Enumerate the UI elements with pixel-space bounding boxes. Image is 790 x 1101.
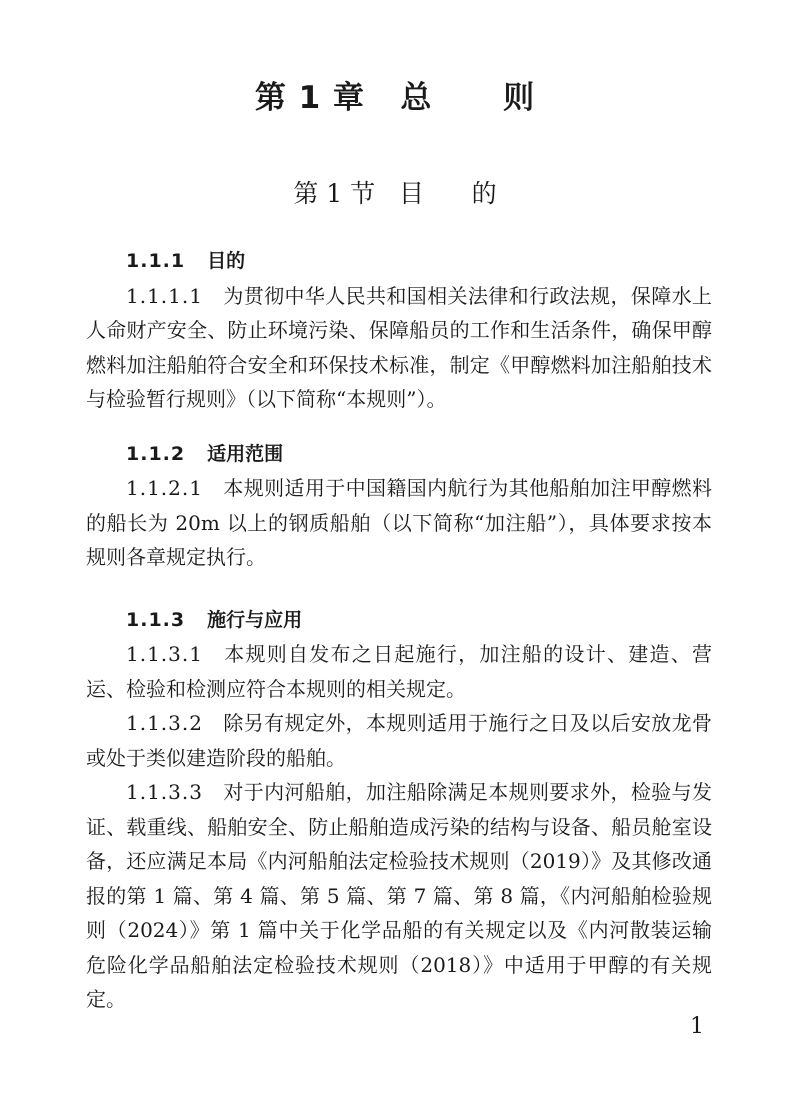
clause-paragraph (86, 775, 712, 1017)
clause-number: 1.1.1.1 (126, 283, 203, 308)
chapter-title: 第 1 章 总 则 (254, 80, 536, 116)
clause-number: 1.1.2.1 (126, 476, 203, 500)
page-number: 1 (690, 1014, 704, 1039)
subsection-heading (126, 603, 712, 638)
subsection-title: 目的 (207, 250, 246, 272)
clause-number: 1.1.3.3 (126, 780, 203, 804)
document-body (86, 244, 712, 1017)
clause-text: 本规则自发布之日起施行，加注船的设计、建造、营运、检验和检测应符合本规则的相关规定。 (86, 642, 712, 701)
subsection-title: 施行与应用 (207, 608, 303, 631)
clause-paragraph (86, 706, 712, 775)
subsection-title: 适用范围 (207, 442, 284, 465)
clause-paragraph (86, 279, 712, 417)
clause-text: 为贯彻中华人民共和国相关法律和行政法规，保障水上人命财产安全、防止环境污染、保障船员的工作和生活条件，确保甲醇燃料加注船舶符合安全和环保技术标准，制定《甲醇燃料加注船舶技术与检验暂行规则》（以下简称“本规则”）。 (86, 283, 712, 411)
subsection-number: 1.1.1 (126, 250, 186, 272)
clause-number: 1.1.3.1 (126, 642, 203, 666)
clause-text: 对于内河船舶，加注船除满足本规则要求外，检验与发证、载重线、船舶安全、防止船舶造成污染的结构与设备、船员舱室设备，还应满足本局《内河船舶法定检验技术规则（2019）》及其修改通报的第 1 篇、第 4 篇、第 5 篇、第 7 篇、第 8 篇，《内河船舶检验规则（2024）》第 1 篇中关于化学品船的有关规定以及《内河散装运输危险化学品船舶法定检验技术规则（2018）》中适用于甲醇的有关规定。 (86, 780, 712, 1011)
subsection-number: 1.1.2 (126, 442, 186, 465)
clause-text: 本规则适用于中国籍国内航行为其他船舶加注甲醇燃料的船长为 20m 以上的钢质船舶（以下简称“加注船”），具体要求按本规则各章规定执行。 (86, 476, 712, 569)
clause-paragraph (86, 471, 712, 575)
subsection-number: 1.1.3 (126, 608, 186, 631)
clause-text: 除另有规定外，本规则适用于施行之日及以后安放龙骨或处于类似建造阶段的船舶。 (86, 711, 712, 770)
clause-number: 1.1.3.2 (126, 711, 203, 735)
clause-paragraph (86, 637, 712, 706)
subsection-heading (126, 244, 712, 279)
section-title: 第 1 节 目 的 (293, 179, 497, 208)
subsection-heading (126, 437, 712, 472)
